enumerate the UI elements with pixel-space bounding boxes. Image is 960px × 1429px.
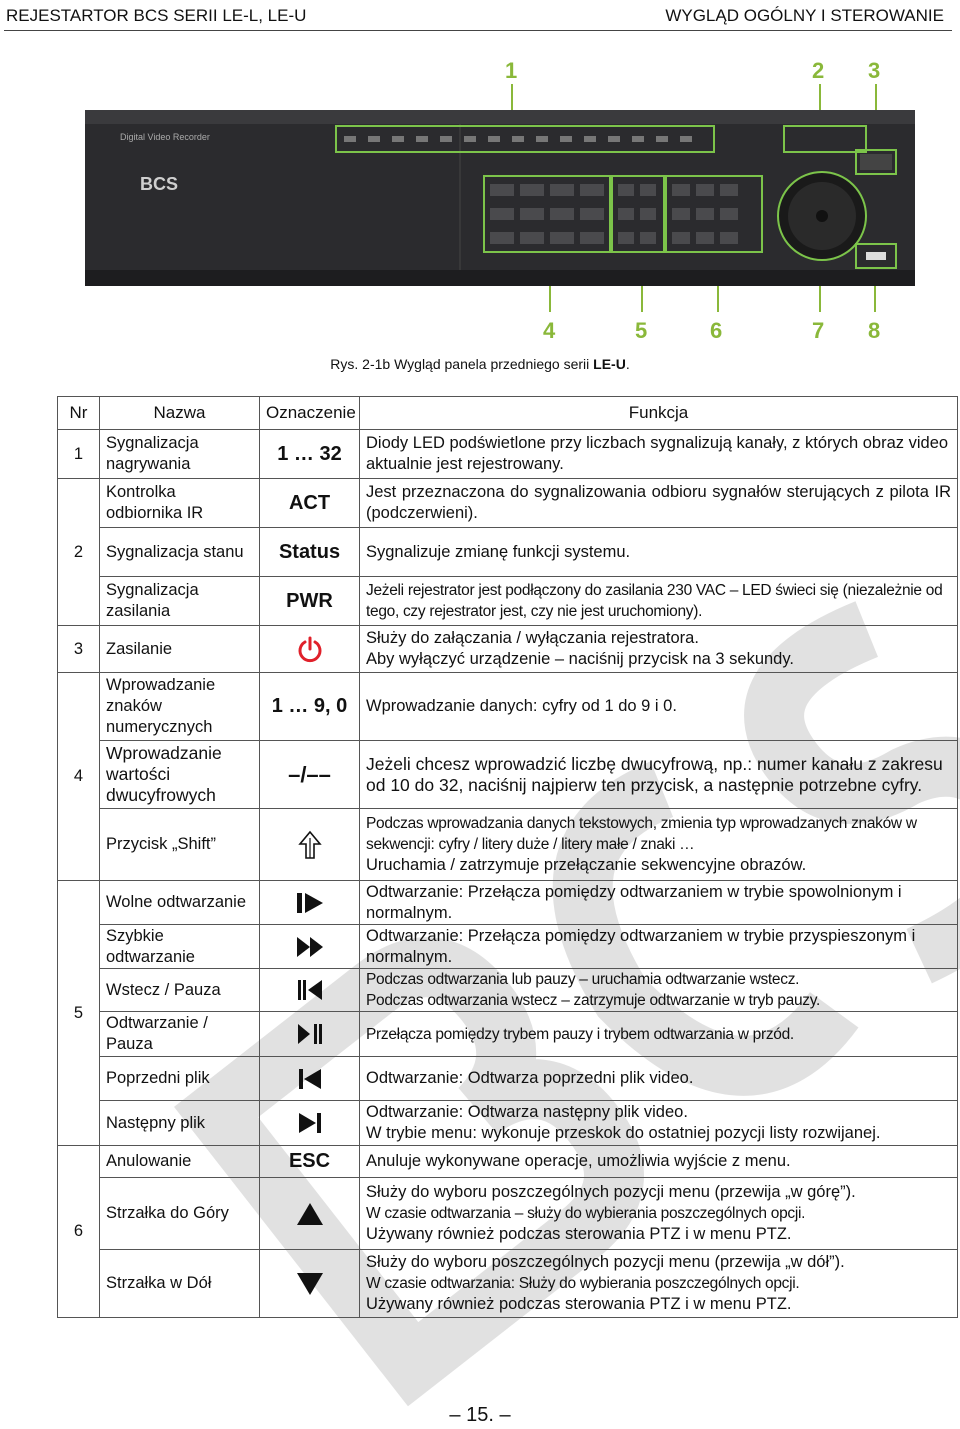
caption-suffix: . <box>625 356 630 372</box>
function-line: W czasie odtwarzania: Służy do wybierania poszczególnych opcji. <box>366 1275 800 1292</box>
table-row <box>58 577 958 626</box>
row-name: Wprowadzanie znaków numerycznych <box>100 673 260 741</box>
function-line: Służy do wyboru poszczególnych pozycji menu (przewija „w górę”). <box>366 1183 856 1201</box>
function-line: Uruchamia / zatrzymuje przełączanie sekwencyjne obrazów. <box>366 856 807 874</box>
callout-8: 8 <box>868 318 881 343</box>
header-left-title: REJESTARTOR BCS SERII LE-L, LE-U <box>6 6 307 25</box>
row-function: Odtwarzanie: Przełącza pomiędzy odtwarzaniem w trybie spowolnionym i normalnym. <box>360 881 958 925</box>
row-name: Anulowanie <box>100 1146 260 1178</box>
row-name: Sygnalizacja zasilania <box>100 577 260 626</box>
header-marking: Oznaczenie <box>260 397 360 430</box>
figure-caption <box>0 356 960 372</box>
function-line: Używany również podczas sterowania PTZ i w menu PTZ. <box>366 1225 792 1243</box>
row-mark <box>260 925 360 969</box>
row-mark <box>260 1178 360 1250</box>
table-row <box>58 969 958 1012</box>
row-name: Szybkie odtwarzanie <box>100 925 260 969</box>
row-mark <box>260 881 360 925</box>
row-name: Sygnalizacja nagrywania <box>100 430 260 479</box>
table-row <box>58 430 958 479</box>
row-mark: –/–– <box>260 741 360 809</box>
row-nr: 5 <box>58 881 100 1146</box>
row-function <box>360 1250 958 1318</box>
row-mark: Status <box>260 528 360 577</box>
row-mark: ESC <box>260 1146 360 1178</box>
row-mark <box>260 969 360 1012</box>
row-nr: 2 <box>58 479 100 626</box>
fast-forward-icon <box>295 934 325 960</box>
callout-7: 7 <box>812 318 825 343</box>
arrow-up-icon <box>296 1201 324 1227</box>
row-function: Diody LED podświetlone przy liczbach sygnalizują kanały, z których obraz video aktualnie jest rejestrowany. <box>360 430 958 479</box>
row-name: Wstecz / Pauza <box>100 969 260 1012</box>
table-header-row <box>58 397 958 430</box>
callout-6: 6 <box>710 318 723 343</box>
reverse-pause-icon <box>296 977 324 1003</box>
header-right-title: WYGLĄD OGÓLNY I STEROWANIE <box>665 6 944 25</box>
row-mark <box>260 1012 360 1057</box>
front-panel-illustration <box>80 58 920 348</box>
table-row <box>58 925 958 969</box>
table-row <box>58 1057 958 1101</box>
page-header <box>0 0 960 34</box>
previous-file-icon <box>296 1066 324 1092</box>
row-name: Sygnalizacja stanu <box>100 528 260 577</box>
function-line: W czasie odtwarzania – służy do wybierania poszczególnych opcji. <box>366 1205 806 1222</box>
row-function: Sygnalizuje zmianę funkcji systemu. <box>360 528 958 577</box>
table-row <box>58 673 958 741</box>
callout-5: 5 <box>635 318 648 343</box>
table-row <box>58 528 958 577</box>
row-mark <box>260 626 360 673</box>
row-function <box>360 1101 958 1146</box>
row-nr: 1 <box>58 430 100 479</box>
row-function: Odtwarzanie: Odtwarza poprzedni plik video. <box>360 1057 958 1101</box>
row-function: Jest przeznaczona do sygnalizowania odbioru sygnałów sterujących z pilota IR (podczerwieni). <box>360 479 958 528</box>
power-icon <box>296 635 324 663</box>
device-label: Digital Video Recorder <box>120 132 210 142</box>
page-number: – 15. – <box>449 1404 511 1426</box>
row-function: Wprowadzanie danych: cyfry od 1 do 9 i 0. <box>360 673 958 741</box>
row-function <box>360 969 958 1012</box>
next-file-icon <box>296 1110 324 1136</box>
header-nr: Nr <box>58 397 100 430</box>
function-line: Odtwarzanie: Odtwarza następny plik video. <box>366 1103 688 1121</box>
caption-model: LE-U <box>593 356 626 372</box>
row-name: Wprowadzanie wartości dwucyfrowych <box>100 741 260 809</box>
row-function: Przełącza pomiędzy trybem pauzy i trybem odtwarzania w przód. <box>360 1012 958 1057</box>
play-pause-icon <box>296 1021 324 1047</box>
table-row <box>58 1101 958 1146</box>
row-function <box>360 809 958 881</box>
table-row <box>58 881 958 925</box>
row-name: Wolne odtwarzanie <box>100 881 260 925</box>
front-panel-figure <box>80 58 920 348</box>
caption-prefix: Rys. 2-1b Wygląd panela przedniego serii <box>330 356 594 372</box>
callout-1: 1 <box>505 58 518 83</box>
row-mark <box>260 809 360 881</box>
row-mark: ACT <box>260 479 360 528</box>
row-mark <box>260 1101 360 1146</box>
table-row <box>58 741 958 809</box>
row-name: Strzałka w Dół <box>100 1250 260 1318</box>
row-mark <box>260 1057 360 1101</box>
header-rule <box>4 30 952 31</box>
row-mark: 1 … 32 <box>260 430 360 479</box>
function-line: Podczas wprowadzania danych tekstowych, zmienia typ wprowadzanych znaków w sekwencji: cyfry / litery duże / litery małe / znaki … <box>366 815 917 853</box>
row-function: Anuluje wykonywane operacje, umożliwia wyjście z menu. <box>360 1146 958 1178</box>
row-function: Odtwarzanie: Przełącza pomiędzy odtwarzaniem w trybie przyspieszonym i normalnym. <box>360 925 958 969</box>
header-function: Funkcja <box>360 397 958 430</box>
table-row <box>58 1146 958 1178</box>
row-mark <box>260 1250 360 1318</box>
callout-2: 2 <box>812 58 825 83</box>
row-name: Kontrolka odbiornika IR <box>100 479 260 528</box>
row-function <box>360 626 958 673</box>
controls-table <box>57 396 958 1318</box>
row-mark: 1 … 9, 0 <box>260 673 360 741</box>
table-row <box>58 479 958 528</box>
callout-3: 3 <box>868 58 881 83</box>
table-row <box>58 1250 958 1318</box>
row-name: Przycisk „Shift” <box>100 809 260 881</box>
function-line: Podczas odtwarzania wstecz – zatrzymuje odtwarzanie w tryb pauzy. <box>366 992 821 1009</box>
row-name: Zasilanie <box>100 626 260 673</box>
row-name: Następny plik <box>100 1101 260 1146</box>
shift-arrow-icon <box>298 830 322 860</box>
brand-logo: BCS <box>140 174 179 194</box>
table-row <box>58 1178 958 1250</box>
function-line: W trybie menu: wykonuje przeskok do ostatniej pozycji listy rozwijanej. <box>366 1124 881 1142</box>
function-line: Używany również podczas sterowania PTZ i w menu PTZ. <box>366 1295 792 1313</box>
table-row <box>58 1012 958 1057</box>
row-name: Strzałka do Góry <box>100 1178 260 1250</box>
callout-4: 4 <box>543 318 556 343</box>
row-name: Poprzedni plik <box>100 1057 260 1101</box>
arrow-down-icon <box>296 1271 324 1297</box>
row-function <box>360 1178 958 1250</box>
function-line: Aby wyłączyć urządzenie – naciśnij przycisk na 3 sekundy. <box>366 650 794 668</box>
header-name: Nazwa <box>100 397 260 430</box>
slow-play-icon <box>295 890 325 916</box>
function-line: Służy do wyboru poszczególnych pozycji menu (przewija „w dół”). <box>366 1253 845 1271</box>
row-nr: 6 <box>58 1146 100 1318</box>
function-line: Służy do załączania / wyłączania rejestratora. <box>366 629 699 647</box>
row-nr: 3 <box>58 626 100 673</box>
table-row <box>58 809 958 881</box>
row-mark: PWR <box>260 577 360 626</box>
function-line: Podczas odtwarzania lub pauzy – uruchamia odtwarzanie wstecz. <box>366 971 800 988</box>
table-row <box>58 626 958 673</box>
row-function: Jeżeli rejestrator jest podłączony do zasilania 230 VAC – LED świeci się (niezależnie od tego, czy rejestrator jest, czy nie jest uruchomiony). <box>360 577 958 626</box>
row-nr: 4 <box>58 673 100 881</box>
row-function: Jeżeli chcesz wprowadzić liczbę dwucyfrową, np.: numer kanału z zakresu od 10 do 32, naciśnij najpierw ten przycisk, a następnie potrzebne cyfry. <box>360 741 958 809</box>
row-name: Odtwarzanie / Pauza <box>100 1012 260 1057</box>
